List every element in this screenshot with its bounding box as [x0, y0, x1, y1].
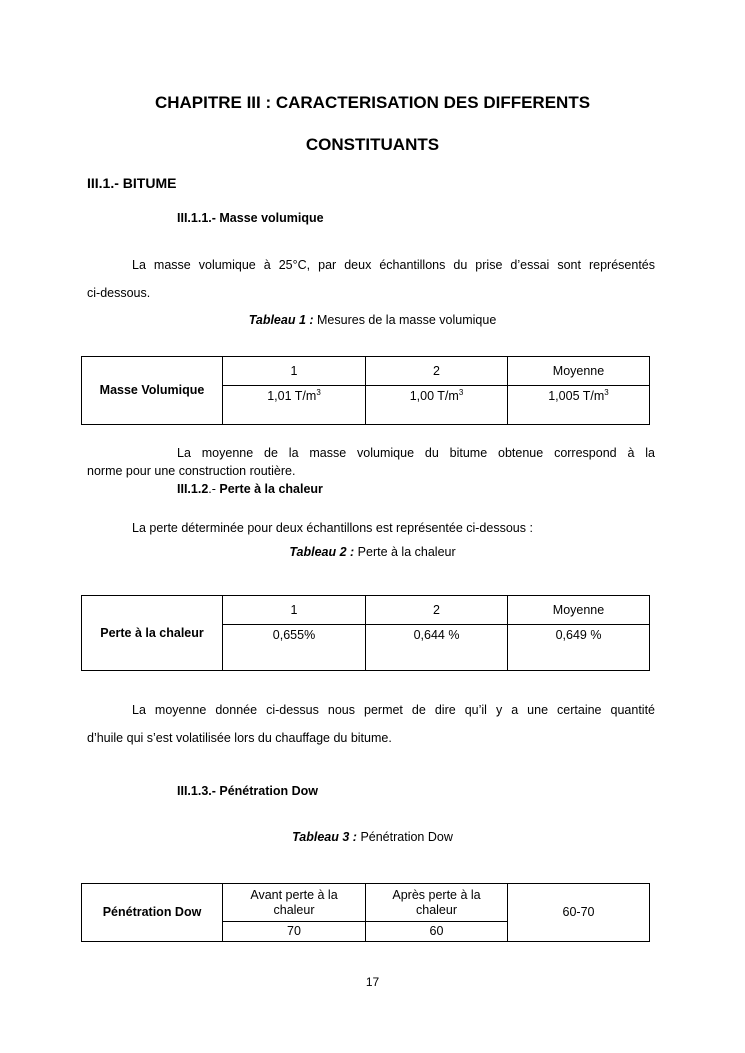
- paragraph-3: La perte déterminée pour deux échantillons est représentée ci-dessous :: [132, 521, 533, 535]
- table-1: [81, 356, 650, 425]
- table-3-row-header: Pénétration Dow: [82, 884, 223, 942]
- chapter-title-line1: CHAPITRE III : CARACTERISATION DES DIFFERENTS: [154, 93, 591, 112]
- table-1-value-3: 1,005 $T/m^3$: [508, 386, 650, 425]
- table-1-value-1: 1,01 $T/m^3$: [223, 386, 366, 425]
- paragraph-1-line1: La masse volumique à 25°C, par deux échantillons du prise d’essai sont représentés: [132, 258, 655, 272]
- table-1-row-header: Masse Volumique: [82, 357, 223, 425]
- table-1-caption-label: Tableau 1 :: [248, 313, 314, 327]
- table-3-caption-text: Pénétration Dow: [356, 830, 453, 844]
- table-1-value-2: 1,00 $T/m^3$: [366, 386, 508, 425]
- table-1-caption-text: Mesures de la masse volumique: [313, 313, 497, 327]
- section-heading: III.1.- BITUME: [87, 175, 177, 191]
- table-1-col-3: Moyenne: [508, 357, 650, 386]
- table-3-col-1: Avant perte à la chaleur: [223, 884, 366, 922]
- table-2-row-header: Perte à la chaleur: [82, 596, 223, 671]
- paragraph-2-line2: norme pour une construction routière.: [87, 464, 296, 478]
- table-2-value-2: 0,644 %: [366, 625, 508, 671]
- table-3-caption-label: Tableau 3 :: [292, 830, 357, 844]
- table-2-value-3: 0,649 %: [508, 625, 650, 671]
- table-3-col-2: Après perte à la chaleur: [366, 884, 508, 922]
- chapter-title-line2: CONSTITUANTS: [305, 135, 440, 154]
- table-2-col-3: Moyenne: [508, 596, 650, 625]
- page-number: 17: [365, 975, 380, 989]
- table-2-col-2: 2: [366, 596, 508, 625]
- paragraph-4-line1: La moyenne donnée ci-dessus nous permet de dire qu’il y a une certaine quantité: [132, 703, 655, 717]
- table-1-caption: [0, 313, 745, 327]
- table-1-col-2: 2: [366, 357, 508, 386]
- table-2-col-1: 1: [223, 596, 366, 625]
- table-2-caption-label: Tableau 2 :: [289, 545, 355, 559]
- table-2: [81, 595, 650, 671]
- paragraph-2-line1: La moyenne de la masse volumique du bitume obtenue correspond à la: [177, 446, 655, 460]
- subsection-heading-2: III.1.2.- Perte à la chaleur: [177, 482, 323, 496]
- paragraph-1-line2: ci-dessous.: [87, 286, 151, 300]
- subsection-heading-1: III.1.1.- Masse volumique: [177, 211, 324, 225]
- subsection-heading-3: III.1.3.- Pénétration Dow: [177, 784, 318, 798]
- table-3-value-1: 70: [223, 922, 366, 942]
- table-2-caption: [0, 545, 745, 559]
- table-1-col-1: 1: [223, 357, 366, 386]
- paragraph-4-line2: d’huile qui s’est volatilisée lors du chauffage du bitume.: [87, 731, 392, 745]
- table-3-caption: [0, 830, 745, 844]
- table-3-value-2: 60: [366, 922, 508, 942]
- table-2-caption-text: Perte à la chaleur: [354, 545, 456, 559]
- table-2-value-1: 0,655%: [223, 625, 366, 671]
- table-3-range: 60-70: [508, 884, 650, 942]
- table-3: [81, 883, 650, 942]
